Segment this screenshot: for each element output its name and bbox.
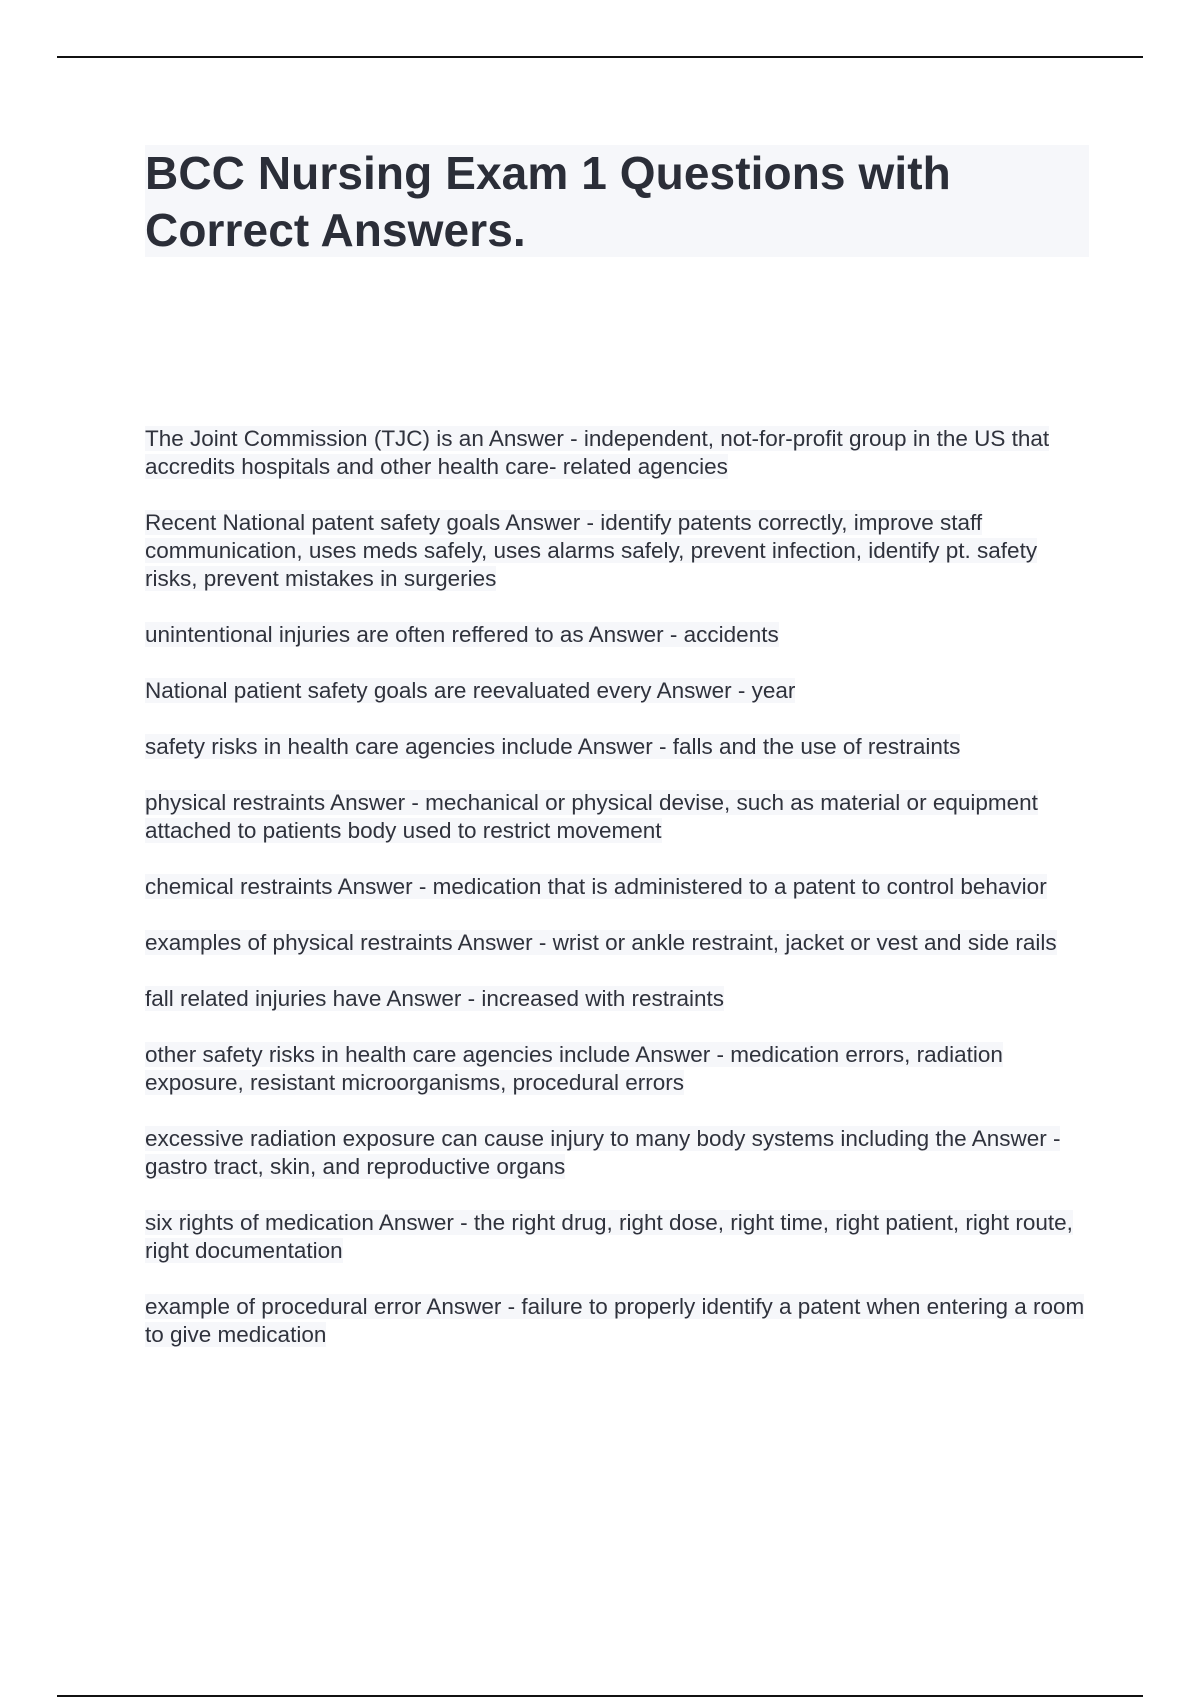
qa-list: [145, 425, 1089, 1377]
qa-text: examples of physical restraints Answer - wrist or ankle restraint, jacket or vest and side rails: [145, 930, 1057, 955]
qa-text: example of procedural error Answer - failure to properly identify a patent when entering a room to give medication: [145, 1294, 1085, 1347]
qa-item-3: [145, 621, 1089, 649]
qa-text: safety risks in health care agencies include Answer - falls and the use of restraints: [145, 734, 961, 759]
header-rule: [57, 56, 1143, 58]
qa-text: Recent National patent safety goals Answer - identify patents correctly, improve staff communication, uses meds safely, uses alarms safely, prevent infection, identify pt. safety risks, prevent mistakes in surgeries: [145, 510, 1038, 591]
qa-item-10: [145, 1041, 1089, 1097]
qa-item-1: [145, 425, 1089, 481]
qa-text: other safety risks in health care agencies include Answer - medication errors, radiation exposure, resistant microorganisms, procedural errors: [145, 1042, 1003, 1095]
qa-item-13: [145, 1293, 1089, 1349]
qa-item-9: [145, 985, 1089, 1013]
page-title-line-2: Correct Answers.: [145, 204, 526, 256]
qa-text: National patient safety goals are reevaluated every Answer - year: [145, 678, 796, 703]
qa-text: fall related injuries have Answer - increased with restraints: [145, 986, 725, 1011]
footer-rule: [57, 1695, 1143, 1697]
qa-text: physical restraints Answer - mechanical or physical devise, such as material or equipment attached to patients body used to restrict movement: [145, 790, 1038, 843]
qa-item-7: [145, 873, 1089, 901]
qa-text: excessive radiation exposure can cause injury to many body systems including the Answer - gastro tract, skin, and reproductive organs: [145, 1126, 1061, 1179]
qa-item-6: [145, 789, 1089, 845]
qa-text: chemical restraints Answer - medication that is administered to a patent to control behavior: [145, 874, 1047, 899]
qa-text: six rights of medication Answer - the right drug, right dose, right time, right patient, right route, right documentation: [145, 1210, 1073, 1263]
qa-item-2: [145, 509, 1089, 593]
title-block: [145, 145, 1089, 257]
qa-item-5: [145, 733, 1089, 761]
qa-item-4: [145, 677, 1089, 705]
qa-item-12: [145, 1209, 1089, 1265]
qa-text: The Joint Commission (TJC) is an Answer - independent, not-for-profit group in the US that accredits hospitals and other health care- related agencies: [145, 426, 1050, 479]
page-title: [145, 145, 1089, 259]
qa-item-11: [145, 1125, 1089, 1181]
page-title-line-1: BCC Nursing Exam 1 Questions with: [145, 147, 951, 199]
qa-item-8: [145, 929, 1089, 957]
qa-text: unintentional injuries are often reffered to as Answer - accidents: [145, 622, 779, 647]
